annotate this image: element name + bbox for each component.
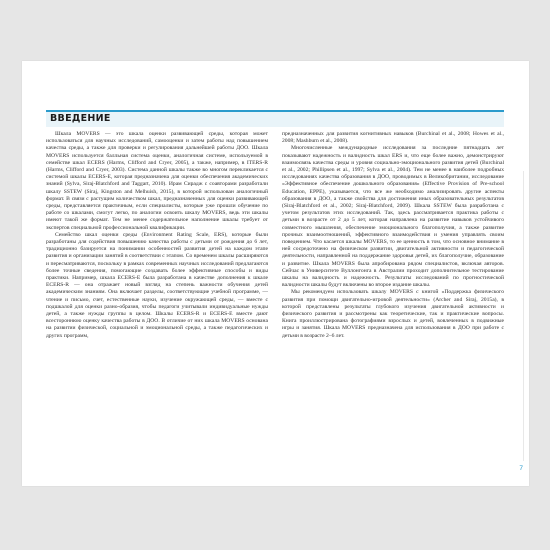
left-paragraph-1: Шкала MOVERS — это шкала оценки развивающей среды, которая может использоваться для научных исследований, самооценки и затем работы над повышением качества среды, а также для проверки и регулирования дальнейшей работы ДОО. Шкала MOVERS используется балльная система оценки, аналогичная системе, используемой в семействе шкал ECERS (Harms, Clifford and Cryer, 2005), а также, например, в ITERS-R (Harms, Clifford and Cryer, 2003). Система данной шкалы также во многом перекликается с системой шкалы ECERS-E, которая предназначена для оценки обеспечения академических знаний (Sylva, Siraj-Blatchford and Taggart, 2010). Ирам Сирадж с соавторами разработали шкалу SSTEW (Siraj, Kingston and Melhuish, 2015), в которой использован аналогичный формат. В связи с растущим количеством шкал, предназначенных для оценки развивающей среды, представляется практичным, если специалисты, которые уже прошли обучение по работе со шкалами, смогут легко, по аналогии освоить шкалу MOVERS, ведь эти шкалы имеют такой же формат. Тем не менее содержательное наполнение шкалы требует от экспертов специальной профессиональной квалификации. xyxy=(46,131,268,231)
page-edge-divider xyxy=(523,171,524,461)
left-paragraph-2: Семейство шкал оценки среды (Environment Rating Scale, ERS), которые были разработаны для содействия повышению качества работы с детьми от рождения до 6 лет, традиционно базируется на понимании особенностей развития детей на каждом этапе развития и организации занятий в соответствии с этапом. Со временем шкалы расширяются и пересматриваются, поскольку в рамках современных научных исследований предлагаются более точные сведения, помогающие создавать более эффективные способы и виды практики. Например, шкала ECERS-E была разработана в качестве дополнения к шкале ECERS-R — она отражает новый взгляд на степень важности обучения детей академическим знаниям. Она включает разделы, соответствующие учебной программе, — чтение и письмо, счет, естественные науки, изучение окружающей среды, — вместе с подшкалой для оценки разно-образия, чтобы педагоги учитывали индивидуальные нужды детей, а также нужды группы в целом. Шкалы ECERS-R и ECERS-E вместе дают всестороннюю оценку качества работы в ДОО. В отличие от них шкала MOVERS основана на развитии физической, социальной и эмоциональной среды, а также педагогических и других программ, xyxy=(46,231,268,339)
right-column xyxy=(282,131,504,340)
document-page xyxy=(22,61,529,486)
section-title: ВВЕДЕНИЕ xyxy=(50,113,111,124)
right-paragraph-2: Многочисленные международные исследования за последние пятнадцать лет показывают надежность и валидность шкал ERS и, что еще более важно, демонстрируют взаимосвязь качества среды и уровня социально-эмоционального развития детей (Burchinal et al., 2002; Phillipsen et al., 1997; Sylva et al., 2004). Тем не менее в наиболее подробных исследованиях качества образования в ДОО, проводимых в Великобритании, исследование «Эффективное обеспечение дошкольного образования» (Effective Provision of Pre-school Education, EPPE), указывается, что все же необходимо анализировать другие аспекты образования в ДОО, а также свойства для достижения иных образовательных результатов (Siraj-Blatchford et al., 2002; Siraj-Blatchford, 2009). Шкала SSTEW была разработана с учетом результатов этих исследований. Так, здесь рассматривается практика работы с детьми в возрасте от 2 до 5 лет, которая направлена на развитие навыков устойчивого совместного мышления, обеспечение эмоционального благополучия, а также развитие прочных взаимоотношений, эффективного взаимодействия и умения управлять своим поведением. Что касается шкалы MOVERS, то ее ценность в том, что основное внимание в ней сосредоточено на физическом развитии, двигательной активности и педагогической деятельности, направленной на поддержание здоровья детей, их благополучие, образование и развитие. Шкала MOVERS была апробирована рядом специалистов, включая авторов. Сейчас в Университете Вуллонгонга в Австралии проходит дополнительное тестирование шкалы на валидность и надежность. Результаты исследований по прогностической валидности шкалы будут включены во второе издание шкалы. xyxy=(282,145,504,289)
right-paragraph-1: предназначенных для развития когнитивных навыков (Burchinal et al., 2008; Howes et al., 2008; Mashburn et al., 2008). xyxy=(282,131,504,145)
right-paragraph-3: Мы рекомендуем использовать шкалу MOVERS с книгой «Поддержка физического развития при помощи двигательно-игровой деятельности» (Archer and Siraj, 2015a), в которой представлены результаты глубокого изучения двигательной активности и физического развития и рассмотрены как теоретические, так и практические вопросы. Книга проиллюстрирована фотографиями взрослых и детей, вовлеченных в подвижные игры и занятия. Шкала MOVERS предназначена для использования в ДОО при работе с детьми в возрасте 2–6 лет. xyxy=(282,289,504,339)
left-column xyxy=(46,131,268,340)
section-header xyxy=(46,110,504,127)
page-number: 7 xyxy=(519,465,523,472)
